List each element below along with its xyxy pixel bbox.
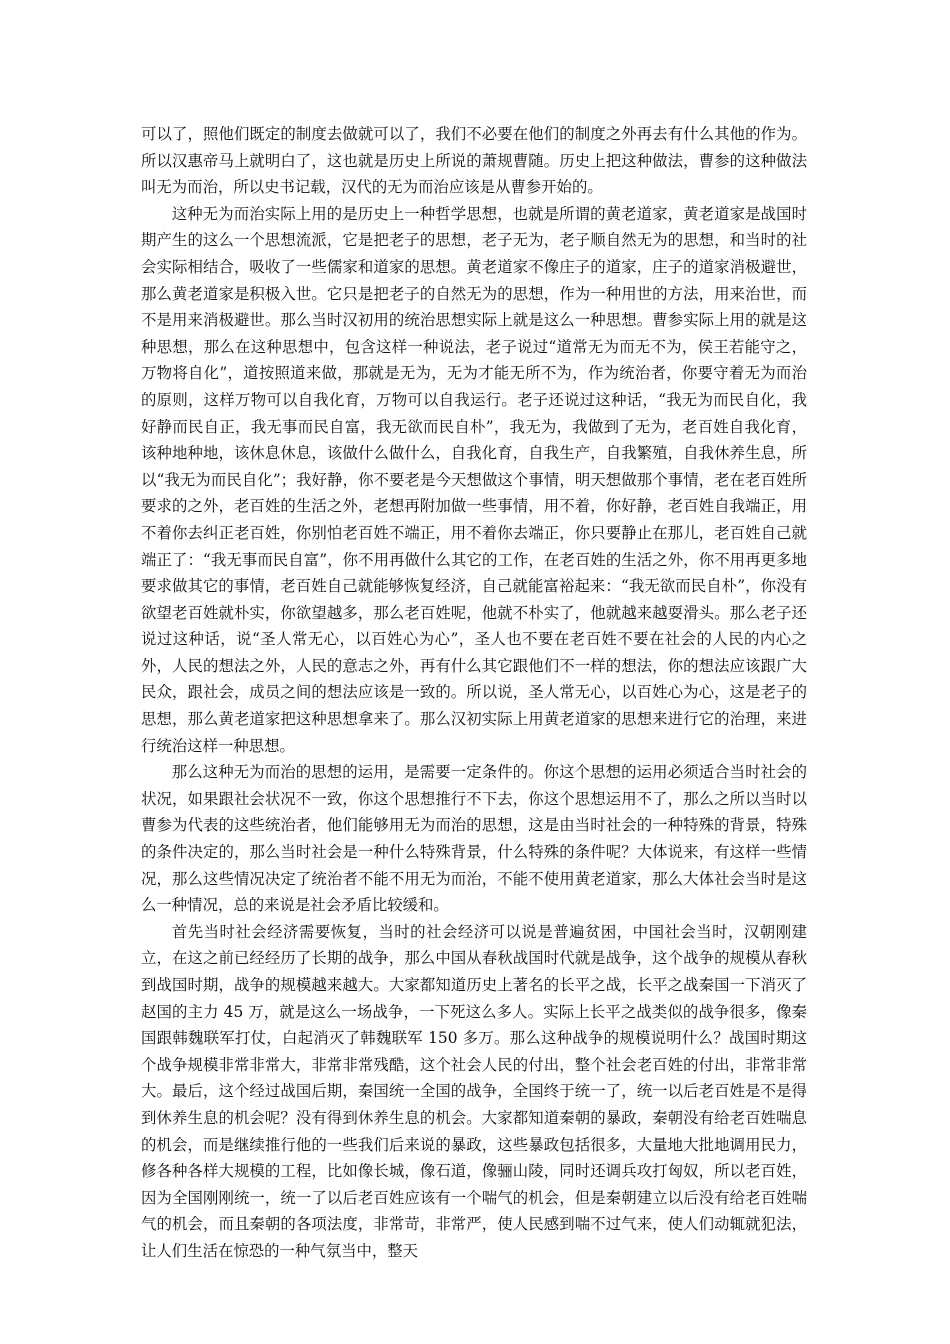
paragraph-1: 可以了，照他们既定的制度去做就可以了，我们不必要在他们的制度之外再去有什么其他的作为。所以汉惠帝马上就明白了，这也就是历史上所说的萧规曹随。历史上把这种做法，曹参的这种做法叫无为而治，所以史书记载，汉代的无为而治应该是从曹参开始的。: [141, 125, 807, 197]
document-body: [141, 121, 807, 1265]
paragraph-3: 那么这种无为而治的思想的运用，是需要一定条件的。你这个思想的运用必须适合当时社会的状况，如果跟社会状况不一致，你这个思想推行不下去，你这个思想运用不了，那么之所以当时以曹参为代表的这些统治者，他们能够用无为而治的思想，这是由当时社会的一种特殊的背景，特殊的条件决定的，那么当时社会是一种什么特殊背景，什么特殊的条件呢？大体说来，有这样一些情况，那么这些情况决定了统治者不能不用无为而治，不能不使用黄老道家，那么大体社会当时是这么一种情况，总的来说是社会矛盾比较缓和。: [141, 763, 807, 915]
paragraph-2: 这种无为而治实际上用的是历史上一种哲学思想，也就是所谓的黄老道家，黄老道家是战国时期产生的这么一个思想流派，它是把老子的思想，老子无为，老子顺自然无为的思想，和当时的社会实际相结合，吸收了一些儒家和道家的思想。黄老道家不像庄子的道家，庄子的道家消极避世，那么黄老道家是积极入世。它只是把老子的自然无为的思想，作为一种用世的方法，用来治世，而不是用来消极避世。那么当时汉初用的统治思想实际上就是这么一种思想。曹参实际上用的就是这种思想，那么在这种思想中，包含这样一种说法，老子说过“道常无为而无不为，侯王若能守之，万物将自化”，道按照道来做，那就是无为，无为才能无所不为，作为统治者，你要守着无为而治的原则，这样万物可以自我化育，万物可以自我运行。老子还说过这种话，“我无为而民自化，我好静而民自正，我无事而民自富，我无欲而民自朴”，我无为，我做到了无为，老百姓自我化育，该种地种地，该休息休息，该做什么做什么，自我化育，自我生产，自我繁殖，自我休养生息，所以“我无为而民自化”；我好静，你不要老是今天想做这个事情，明天想做那个事情，老在老百姓所要求的之外，老百姓的生活之外，老想再附加做一些事情，用不着，你好静，老百姓自我端正，用不着你去纠正老百姓，你别怕老百姓不端正，用不着你去端正，你只要静止在那儿，老百姓自己就端正了：“我无事而民自富”，你不用再做什么其它的工作，在老百姓的生活之外，你不用再更多地要求做其它的事情，老百姓自己就能够恢复经济，自己就能富裕起来：“我无欲而民自朴”，你没有欲望老百姓就朴实，你欲望越多，那么老百姓呢，他就不朴实了，他就越来越耍滑头。那么老子还说过这种话，说“圣人常无心，以百姓心为心”，圣人也不要在老百姓不要在社会的人民的内心之外，人民的想法之外，人民的意志之外，再有什么其它跟他们不一样的想法，你的想法应该跟广大民众，跟社会，成员之间的想法应该是一致的。所以说，圣人常无心，以百姓心为心，这是老子的思想，那么黄老道家把这种思想拿来了。那么汉初实际上用黄老道家的思想来进行它的治理，来进行统治这样一种思想。: [141, 204, 807, 755]
paragraph-4: 首先当时社会经济需要恢复，当时的社会经济可以说是普遍贫困，中国社会当时，汉朝刚建立，在这之前已经经历了长期的战争，那么中国从春秋战国时代就是战争，这个战争的规模从春秋到战国时期，战争的规模越来越大。大家都知道历史上著名的长平之战，长平之战秦国一下消灭了赵国的主力 45 万，就是这么一场战争，一下死这么多人。实际上长平之战类似的战争很多，像秦国跟韩魏联军打仗，白起消灭了韩魏联军 150 多万。那么这种战争的规模说明什么？战国时期这个战争规模非常非常大，非常非常残酷，这个社会人民的付出，整个社会老百姓的付出，非常非常大。最后，这个经过战国后期，秦国统一全国的战争，全国终于统一了，统一以后老百姓是不是得到休养生息的机会呢？没有得到休养生息的机会。大家都知道秦朝的暴政，秦朝没有给老百姓喘息的机会，而是继续推行他的一些我们后来说的暴政，这些暴政包括很多，大量地大批地调用民力，修各种各样大规模的工程，比如像长城，像石道，像骊山陵，同时还调兵攻打匈奴，所以老百姓，因为全国刚刚统一，统一了以后老百姓应该有一个喘气的机会，但是秦朝建立以后没有给老百姓喘气的机会，而且秦朝的各项法度，非常苛，非常严，使人民感到喘不过气来，使人们动辄就犯法，让人们生活在惊恐的一种气氛当中，整天: [141, 922, 807, 1260]
